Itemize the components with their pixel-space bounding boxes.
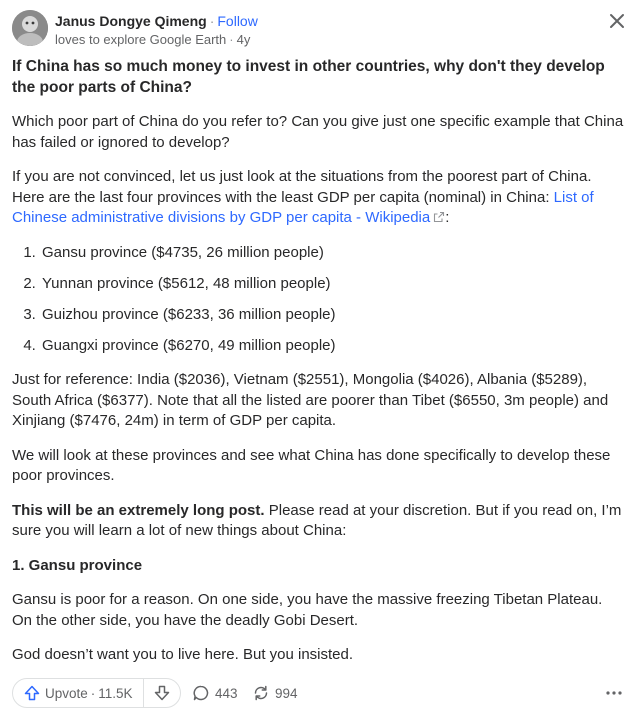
separator-dot: · (90, 685, 96, 701)
answer-paragraph: God doesn’t want you to live here. But you insisted. (12, 646, 354, 663)
answer-paragraph (12, 167, 626, 229)
question-title[interactable]: If China has so much money to invest in other countries, why don't they develop the poor parts of China? (12, 58, 605, 96)
province-list (12, 243, 626, 357)
answer-header (12, 10, 628, 50)
close-icon (606, 10, 628, 32)
section-heading: 1. Gansu province (12, 556, 143, 574)
answer-paragraph: Just for reference: India ($2036), Vietnam ($2551), Mongolia ($4026), Albania ($5289), South Africa ($6377). Note that all the listed are poorer than Tibet ($6550, 3m people) and Xinjiang ($7476, 24m) in term of GDP per capita. (12, 371, 609, 429)
external-link-icon (433, 211, 445, 223)
share-count: 994 (275, 685, 298, 701)
paragraph-text: If you are not convinced, let us just look at the situations from the poorest part of China. Here are the last four provinces with the least GDP per capita (nominal) in China: (12, 168, 592, 206)
author-credential-line (55, 31, 250, 49)
upvote-icon (23, 684, 41, 702)
more-options-button[interactable] (604, 678, 624, 708)
list-item: 2. Yunnan province ($5612, 48 million people) (40, 274, 626, 295)
author-line (55, 12, 258, 30)
comment-icon (192, 684, 210, 702)
paragraph-text: Please read at your discretion. But if you read on, I’m sure you will learn a lot of new things about China: (12, 501, 622, 539)
follow-button[interactable]: Follow (217, 13, 258, 29)
answer-paragraph: We will look at these provinces and see what China has done specifically to develop these poor provinces. (12, 446, 611, 484)
vote-group (12, 678, 181, 708)
more-icon (604, 683, 624, 703)
list-item: 4. Guangxi province ($6270, 49 million people) (40, 336, 626, 357)
share-button[interactable] (252, 678, 298, 708)
close-button[interactable] (606, 10, 628, 32)
downvote-button[interactable] (144, 679, 180, 707)
downvote-icon (153, 684, 171, 702)
bold-text: This will be an extremely long post. (12, 501, 265, 519)
separator-dot: · (229, 32, 234, 47)
answer-time[interactable]: 4y (236, 32, 251, 47)
comment-button[interactable] (192, 678, 238, 708)
link-suffix: : (445, 209, 450, 226)
upvote-count: 11.5K (98, 685, 133, 701)
action-bar (12, 678, 628, 708)
answer-paragraph: Which poor part of China do you refer to? Can you give just one specific example that China has failed or ignored to develop? (12, 113, 624, 151)
list-item: 1. Gansu province ($4735, 26 million people) (40, 243, 626, 264)
answer-paragraph: Gansu is poor for a reason. On one side, you have the massive freezing Tibetan Plateau. On the other side, you have the deadly Gobi Desert. (12, 591, 603, 629)
answer-paragraph (12, 501, 626, 542)
author-name[interactable]: Janus Dongye Qimeng (55, 13, 207, 29)
share-icon (252, 684, 270, 702)
avatar-image (12, 10, 48, 46)
upvote-button[interactable] (13, 679, 144, 707)
author-credential: loves to explore Google Earth (55, 32, 227, 47)
list-item: 3. Guizhou province ($6233, 36 million people) (40, 305, 626, 326)
separator-dot: · (209, 13, 215, 29)
answer-content (12, 56, 626, 680)
author-avatar[interactable] (12, 10, 48, 46)
upvote-label: Upvote (45, 685, 88, 701)
link-text: List of Chinese administrative divisions by GDP per capita - Wikipedia (12, 188, 594, 226)
comment-count: 443 (215, 685, 238, 701)
